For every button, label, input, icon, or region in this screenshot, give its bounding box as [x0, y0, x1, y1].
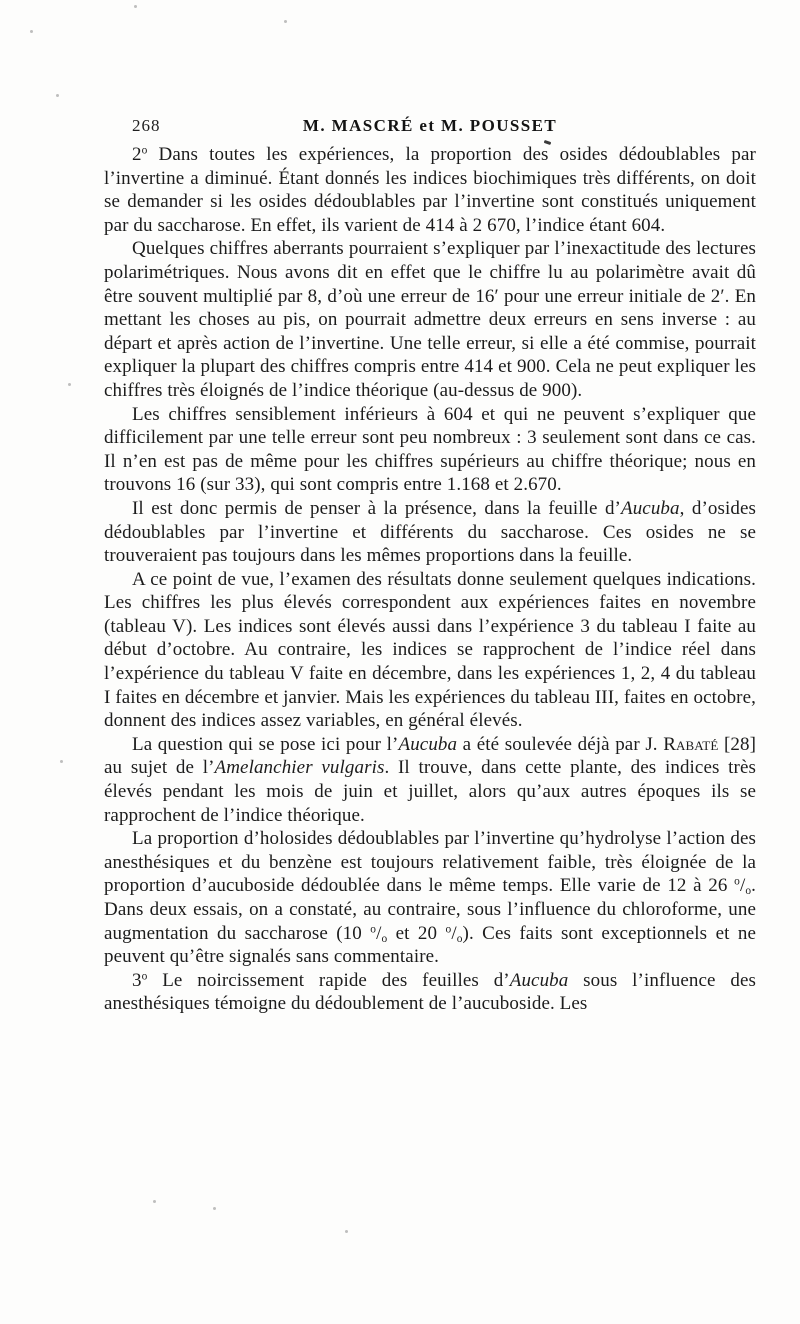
superscript-text: o	[141, 144, 148, 157]
subscript-text: o	[381, 932, 388, 945]
text-run: a été soulevée déjà par J.	[457, 733, 664, 755]
text-run: 3	[132, 969, 142, 991]
superscript-text: o	[141, 970, 148, 983]
paragraph	[104, 237, 756, 402]
text-run: . Dans deux essais, on a constaté, au contraire, sous l’influence du chloroforme, une augmentation du saccharose (10	[104, 875, 756, 944]
text-run: La question qui se pose ici pour l’	[132, 733, 399, 755]
text-run: [28] au sujet de l’	[104, 733, 757, 779]
paragraph	[104, 969, 756, 1016]
text-run: La proportion d’holosides dédoublables par l’invertine qu’hydrolyse l’action des anesthésiques et du benzène est toujours relativement faible, très éloignée de la proportion d’aucuboside dédoublée dans le même temps. Elle varie de 12 à 26	[104, 828, 756, 897]
scan-speck	[56, 94, 59, 97]
species-name-italic: Aucuba	[509, 969, 569, 991]
paragraph	[104, 827, 756, 969]
scan-speck	[213, 1207, 216, 1210]
text-run: 2	[132, 144, 142, 165]
scan-speck	[153, 1200, 156, 1203]
text-run: /	[739, 875, 746, 897]
subscript-text: o	[456, 932, 463, 945]
text-run: Quelques chiffres aberrants pourraient s’expliquer par l’inexactitude des lectures polarimétriques. Nous avons dit en effet que le chiffre lu au polarimètre avait dû être souvent multiplié par 8, d’où une erreur de 16′ pour une erreur initiale de 2′. En mettant les choses au pis, on pourrait admettre deux erreurs en sens inverse : au départ et après action de l’invertine. Une telle erreur, si elle a été commise, pourrait expliquer la plupart des chiffres compris entre 414 et 900. Cela ne peut expliquer les chiffres très éloignés de l’indice théorique (au-dessus de 900).	[104, 238, 756, 401]
scan-speck	[68, 383, 71, 386]
subscript-text: o	[745, 885, 752, 898]
text-run: sous l’influence des anesthésiques témoigne du dédoublement de l’aucuboside. Les	[104, 969, 756, 1015]
superscript-text: o	[445, 923, 452, 936]
superscript-text: o	[734, 876, 740, 889]
scan-speck	[60, 760, 63, 763]
scan-speck	[284, 20, 287, 23]
text-run: Dans toutes les expériences, la proportion des osides dédoublables par l’invertine a diminué. Étant donnés les indices biochimiques très différents, on doit se demander si les osides dédoublables par l’invertine sont constitués uniquement par du saccharose. En effet, ils varient de 414 à 2 670, l’indice étant 604.	[104, 144, 756, 236]
paragraph	[104, 497, 756, 568]
scan-speck	[30, 30, 33, 33]
running-head	[104, 116, 756, 140]
species-name-italic: Amelanchier vulgaris	[214, 757, 385, 779]
text-run: Les chiffres sensiblement inférieurs à 604 et qui ne peuvent s’expliquer que difficilement par une telle erreur sont peu nombreux : 3 seulement sont dans ce cas. Il n’en est pas de même pour les chiffres supérieurs au chiffre théorique; nous en trouvons 16 (sur 33), qui sont compris entre 1.168 et 2.670.	[104, 403, 756, 496]
text-run: . Il trouve, dans cette plante, des indices très élevés pendant les mois de juin et juillet, alors qu’aux autres époques ils se rapprochent de l’indice théorique.	[104, 757, 757, 826]
text-run: ). Ces faits sont exceptionnels et ne peuvent qu’être signalés sans commentaire.	[104, 922, 756, 968]
text-run: Il est donc permis de penser à la présence, dans la feuille d’	[132, 497, 621, 519]
species-name-italic: Aucuba	[620, 497, 680, 519]
superscript-text: o	[370, 923, 377, 936]
species-name-italic: Aucuba	[398, 733, 458, 755]
paragraph	[104, 568, 756, 733]
text-run: , d’osides dédoublables par l’invertine et différents du saccharose. Ces osides ne se trouveraient pas toujours dans les mêmes proportions dans la feuille.	[104, 497, 757, 567]
paragraph	[104, 143, 756, 237]
text-block	[104, 143, 756, 1016]
author-name-smallcaps: Rabaté	[663, 733, 719, 755]
paragraph	[104, 733, 756, 827]
text-run: Le noircissement rapide des feuilles d’	[147, 969, 510, 991]
text-run: /	[376, 922, 382, 944]
paragraph	[104, 403, 756, 497]
scan-speck	[134, 5, 137, 8]
text-run: et 20	[387, 922, 446, 944]
page-number: 268	[132, 116, 161, 135]
running-title: M. MASCRÉ et M. POUSSET	[302, 116, 558, 135]
text-run: A ce point de vue, l’examen des résultats donne seulement quelques indications. Les chiffres les plus élevés correspondent aux expériences faites en novembre (tableau V). Les indices sont élevés aussi dans l’expérience 3 du tableau I faite au début d’octobre. Au contraire, les indices se rapprochent de l’indice réel dans l’expérience du tableau V faite en décembre, dans les expériences 1, 2, 4 du tableau I faites en décembre et janvier. Mais les expériences du tableau III, faites en octobre, donnent des indices assez variables, en général élevés.	[104, 568, 756, 732]
text-run: /	[451, 922, 457, 944]
scan-speck	[345, 1230, 348, 1233]
